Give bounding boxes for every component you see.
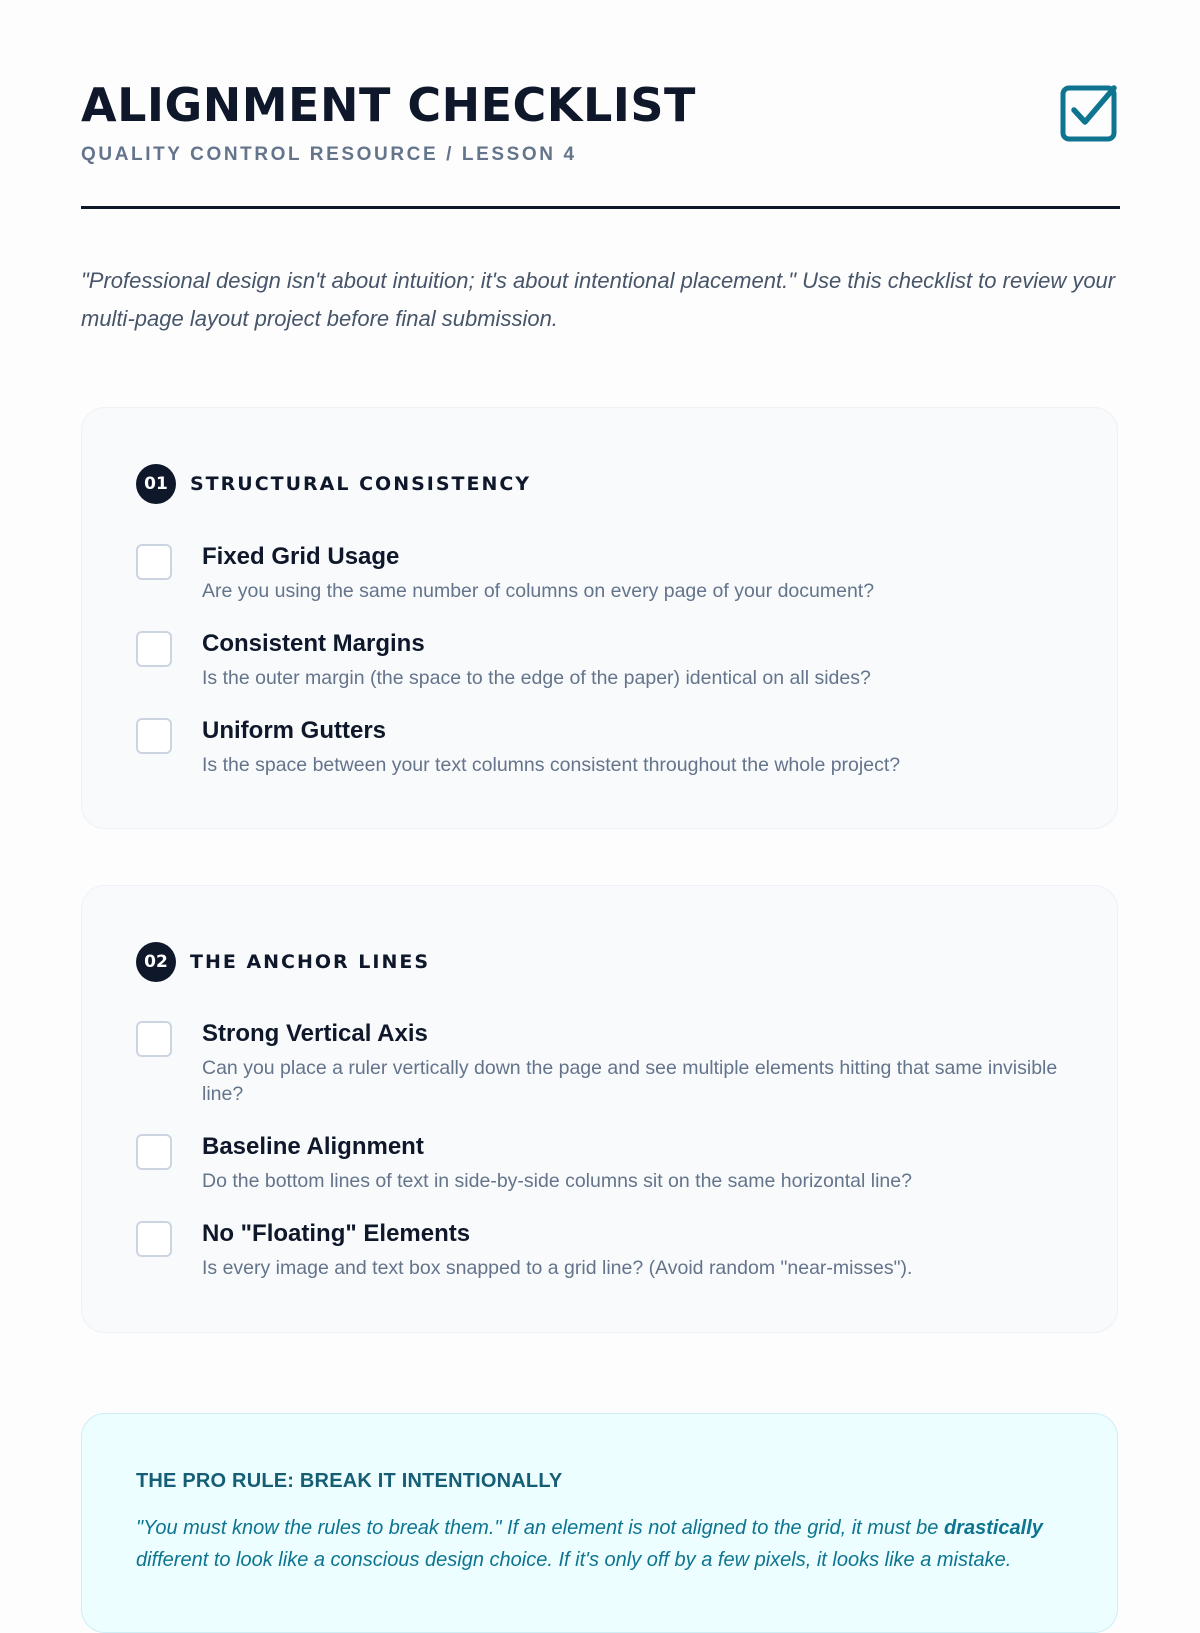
checkbox[interactable] [136,1221,172,1257]
page-header [81,0,1120,212]
section-header [136,942,430,982]
item-title: No "Floating" Elements [202,1220,471,1247]
item-title: Baseline Alignment [202,1133,424,1160]
page-subtitle: QUALITY CONTROL RESOURCE / LESSON 4 [81,144,577,165]
section-header [136,464,531,504]
item-description: Are you using the same number of columns on every page of your document? [202,580,875,602]
checkbox[interactable] [136,1021,172,1057]
checkbox[interactable] [136,1134,172,1170]
pro-rule-body [136,1512,1056,1576]
section-number-badge: 02 [136,942,176,982]
pro-rule-callout [81,1413,1118,1633]
item-title: Strong Vertical Axis [202,1020,428,1047]
intro-quote: "Professional design isn't about intuition; it's about intentional placement." Use this checklist to review your multi-page layout project before final submission. [81,268,1116,331]
item-description: Do the bottom lines of text in side-by-side columns sit on the same horizontal line? [202,1170,912,1192]
pro-rule-title: THE PRO RULE: BREAK IT INTENTIONALLY [136,1470,563,1492]
checkbox[interactable] [136,544,172,580]
checklist-page [81,0,1120,1571]
item-description: Can you place a ruler vertically down the page and see multiple elements hitting that same invisible line? [202,1057,1058,1105]
item-title: Fixed Grid Usage [202,543,400,570]
section-number-badge: 01 [136,464,176,504]
item-title: Consistent Margins [202,630,425,657]
checkbox-checked-icon [1060,82,1120,142]
section-the-anchor-lines [81,885,1118,1333]
header-divider [81,206,1120,209]
item-description: Is the outer margin (the space to the edge of the paper) identical on all sides? [202,667,871,689]
section-title: STRUCTURAL CONSISTENCY [190,473,532,495]
item-description: Is every image and text box snapped to a grid line? (Avoid random "near-misses"). [202,1257,913,1279]
checkbox[interactable] [136,718,172,754]
page-title: ALIGNMENT CHECKLIST [81,78,696,132]
item-title: Uniform Gutters [202,717,387,744]
section-title: THE ANCHOR LINES [190,951,431,973]
section-structural-consistency [81,407,1118,829]
pro-rule-emphasis: drastically [943,1517,1043,1539]
item-description: Is the space between your text columns consistent throughout the whole project? [202,754,901,776]
pro-rule-text-start: "You must know the rules to break them." If an element is not aligned to the grid, it must be [136,1517,944,1539]
pro-rule-text-end: different to look like a conscious design choice. If it's only off by a few pixels, it looks like a mistake. [136,1549,1012,1571]
checkbox[interactable] [136,631,172,667]
